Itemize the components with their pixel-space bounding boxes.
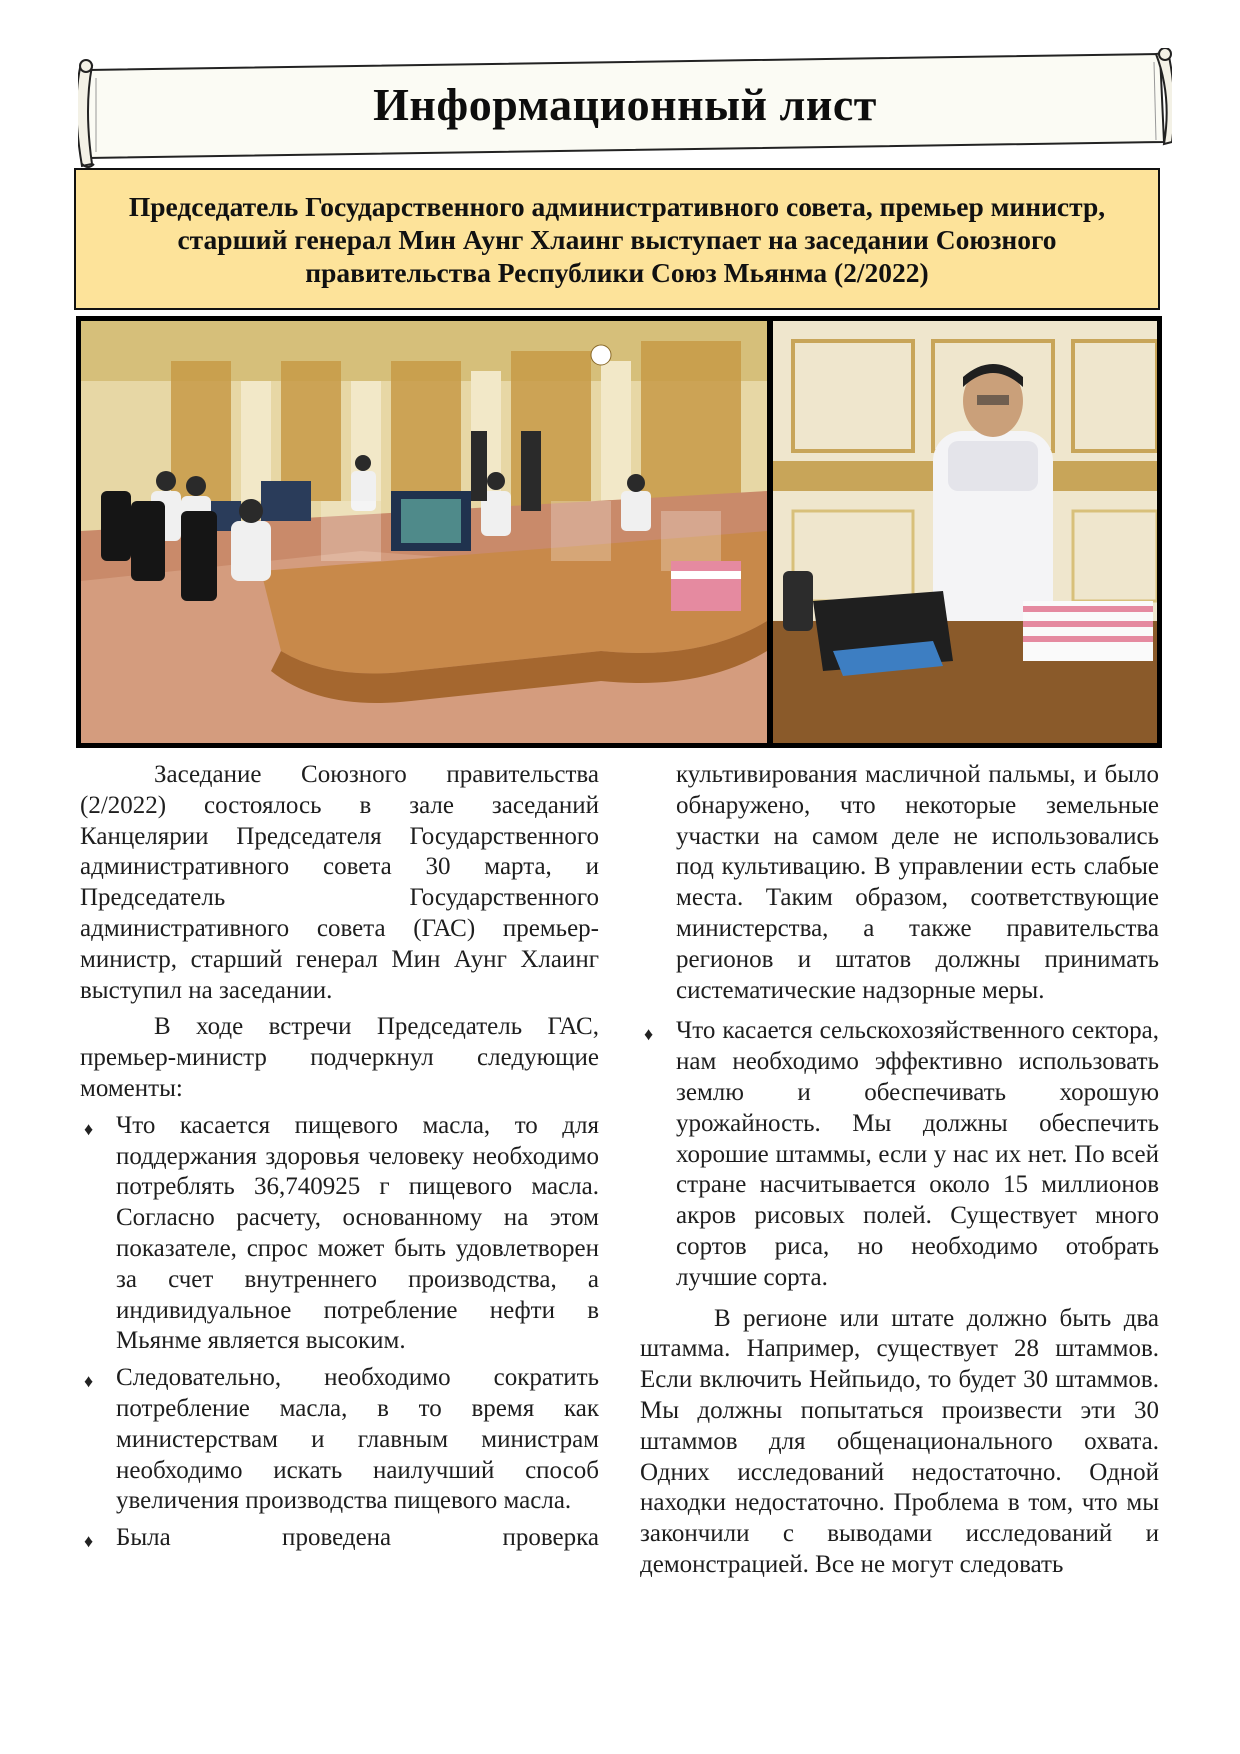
diamond-bullet-icon: ♦: [84, 1118, 94, 1139]
bullet-item-3-text-end: культивирования масличной пальмы, и было обнаружено, что некоторые земельные участки на самом деле не использовались под культивацию. В управлении есть слабые места. Таким образом, соответствующие министерства, а также правительства регионов и штатов должны принимать систематические надзорные меры.: [676, 761, 1159, 1004]
bullet-item-3: [80, 1523, 599, 1554]
bullet-item-3-continued: [640, 760, 1159, 1006]
paragraph-1: Заседание Союзного правительства (2/2022) состоялось в зале заседаний Канцелярии Председателя Государственного административного совета 30 марта, и Председатель Государственного административного совета (ГАС) премьер-министр, старший генерал Мин Аунг Хлаинг выступил на заседании.: [80, 761, 599, 1004]
headline-box: [74, 168, 1160, 310]
speaker-photo: [773, 321, 1157, 743]
diamond-bullet-icon: ♦: [84, 1371, 94, 1392]
bullet-item-2-text: Следовательно, необходимо сократить потребление масла, в то время как министерствам и главным министрам необходимо искать наилучший способ увеличения производства пищевого масла.: [116, 1364, 599, 1515]
paragraph-3: В регионе или штате должно быть два штамма. Например, существует 28 штаммов. Если включить Нейпьидо, то будет 30 штаммов. Мы должны попытаться произвести эти 30 штаммов для общенационального охвата. Одних исследований недостаточно. Одной находки недостаточно. Проблема в том, что мы закончили с выводами исследований и демонстрацией. Все не могут следовать: [640, 1304, 1159, 1578]
article-right-column: [640, 760, 1159, 1587]
meeting-hall-photo: [81, 321, 767, 743]
bullet-item-1-text: Что касается пищевого масла, то для поддержания здоровья человеку необходимо потреблять 36,740925 г пищевого масла. Согласно расчету, основанному на этом показателе, спрос может быть удовлетворен за счет внутреннего производства, а индивидуальное потребление нефти в Мьянме является высоким.: [116, 1111, 599, 1355]
bullet-item-4-text: Что касается сельскохозяйственного сектора, нам необходимо эффективно использовать землю и обеспечивать хорошую урожайность. Мы должны обеспечить хорошие штаммы, если у нас их нет. По всей стране насчитывается около 15 миллионов акров рисовых полей. Существует много сортов риса, но необходимо отобрать лучшие сорта.: [676, 1017, 1159, 1291]
page-title: Информационный лист: [373, 79, 877, 130]
title-scroll-banner: [78, 48, 1172, 170]
headline-text: Председатель Государственного административного совета, премьер министр, старший генерал Мин Аунг Хлаинг выступает на заседании Союзного правительства Республики Союз Мьянма (2/2022): [128, 190, 1106, 288]
diamond-bullet-icon: ♦: [84, 1531, 94, 1552]
diamond-bullet-icon: ♦: [644, 1024, 654, 1045]
bullet-item-2: [80, 1363, 599, 1517]
paragraph-2: В ходе встречи Председатель ГАС, премьер-министр подчеркнул следующие моменты:: [80, 1013, 599, 1102]
bullet-item-3-text-start: Была проведена проверка: [116, 1524, 599, 1552]
photo-frame: [76, 316, 1162, 748]
bullet-item-4: [640, 1016, 1159, 1293]
article-left-column: [80, 760, 599, 1560]
bullet-item-1: [80, 1111, 599, 1357]
